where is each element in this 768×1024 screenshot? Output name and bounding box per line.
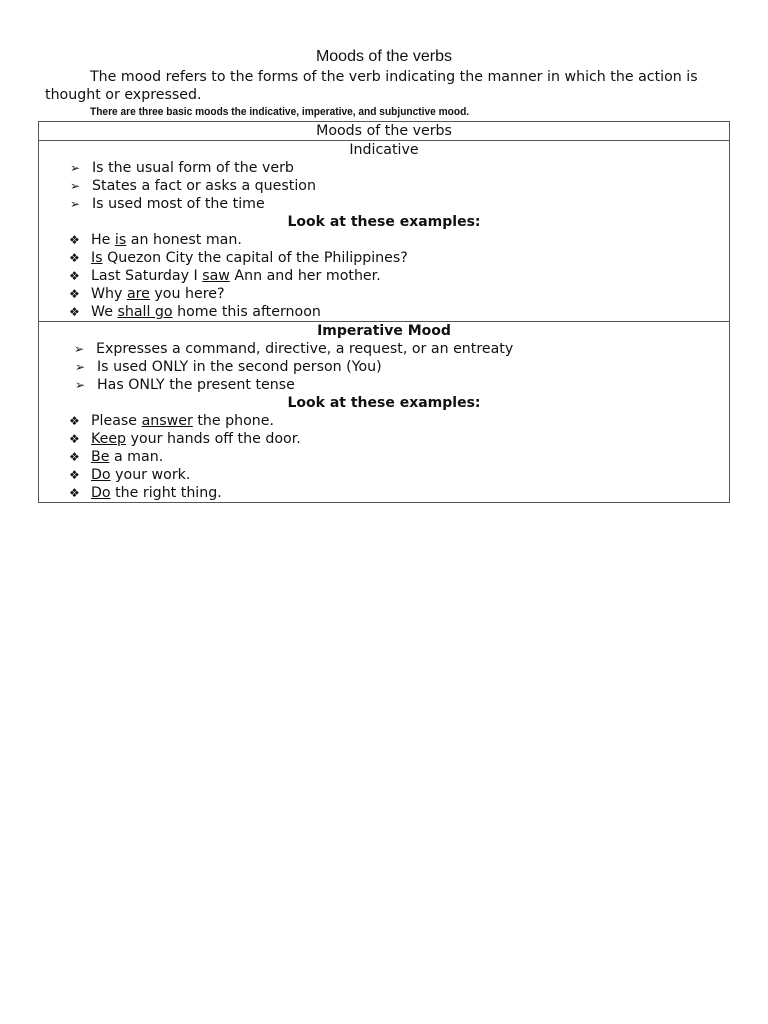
example-verb: answer	[141, 413, 193, 429]
diamond-bullet-icon: ❖	[69, 287, 80, 301]
imperative-example	[39, 412, 729, 430]
point-text: States a fact or asks a question	[92, 178, 316, 194]
example-text: Why	[91, 286, 127, 302]
imperative-example	[39, 448, 729, 466]
example-text: We	[91, 304, 118, 320]
example-text: Quezon City the capital of the Philippines?	[102, 250, 408, 266]
imperative-point	[39, 358, 729, 376]
arrow-bullet-icon: ➢	[70, 179, 81, 193]
indicative-example	[39, 303, 729, 321]
example-verb: Be	[91, 449, 110, 465]
imperative-example	[39, 466, 729, 484]
example-verb: saw	[202, 268, 230, 284]
example-text: Ann and her mother.	[229, 268, 381, 284]
example-text: the phone.	[192, 413, 275, 429]
point-text: Is the usual form of the verb	[92, 160, 294, 176]
example-text: your work.	[110, 467, 191, 483]
imperative-title: Imperative Mood	[317, 323, 451, 339]
table-header: Moods of the verbs	[39, 122, 729, 141]
diamond-bullet-icon: ❖	[69, 450, 80, 464]
point-text: Is used most of the time	[92, 196, 265, 212]
indicative-example	[39, 267, 729, 285]
imperative-point	[39, 340, 729, 358]
example-text: He	[91, 232, 115, 248]
imperative-point	[39, 376, 729, 394]
indicative-title: Indicative	[349, 142, 419, 158]
example-verb: shall go	[117, 304, 173, 320]
example-verb: Do	[91, 485, 111, 501]
point-text: Has ONLY the present tense	[97, 377, 295, 393]
diamond-bullet-icon: ❖	[69, 305, 80, 319]
indicative-point	[39, 159, 729, 177]
indicative-example	[39, 249, 729, 267]
example-verb: are	[126, 286, 150, 302]
indicative-point	[39, 195, 729, 213]
diamond-bullet-icon: ❖	[69, 233, 80, 247]
example-text: you here?	[149, 286, 225, 302]
imperative-section	[39, 322, 729, 502]
diamond-bullet-icon: ❖	[69, 432, 80, 446]
example-text: your hands off the door.	[126, 431, 301, 447]
diamond-bullet-icon: ❖	[69, 486, 80, 500]
example-verb: Is	[91, 250, 103, 266]
indicative-example	[39, 231, 729, 249]
arrow-bullet-icon: ➢	[70, 161, 81, 175]
imperative-example	[39, 484, 729, 502]
example-verb: is	[114, 232, 127, 248]
indicative-section	[39, 141, 729, 322]
page-title: Moods of the verbs	[315, 48, 453, 65]
example-text: Please	[91, 413, 142, 429]
intro-note: There are three basic moods the indicative, imperative, and subjunctive mood.	[90, 106, 470, 118]
diamond-bullet-icon: ❖	[69, 468, 80, 482]
example-verb: Keep	[91, 431, 127, 447]
indicative-point	[39, 177, 729, 195]
point-text: Is used ONLY in the second person (You)	[97, 359, 382, 375]
example-text: home this afternoon	[172, 304, 321, 320]
arrow-bullet-icon: ➢	[75, 378, 86, 392]
arrow-bullet-icon: ➢	[74, 342, 85, 356]
example-text: the right thing.	[110, 485, 222, 501]
arrow-bullet-icon: ➢	[70, 197, 81, 211]
example-text: a man.	[109, 449, 164, 465]
example-verb: Do	[91, 467, 111, 483]
arrow-bullet-icon: ➢	[75, 360, 86, 374]
diamond-bullet-icon: ❖	[69, 414, 80, 428]
diamond-bullet-icon: ❖	[69, 251, 80, 265]
intro-paragraph: The mood refers to the forms of the verb indicating the manner in which the action is thought or expressed.	[45, 69, 698, 103]
imperative-example	[39, 430, 729, 448]
moods-table	[38, 121, 730, 503]
example-text: Last Saturday I	[91, 268, 203, 284]
example-text: an honest man.	[126, 232, 242, 248]
indicative-example	[39, 285, 729, 303]
point-text: Expresses a command, directive, a request, or an entreaty	[96, 341, 514, 357]
diamond-bullet-icon: ❖	[69, 269, 80, 283]
indicative-examples-title: Look at these examples:	[287, 214, 481, 230]
imperative-examples-title: Look at these examples:	[287, 395, 481, 411]
